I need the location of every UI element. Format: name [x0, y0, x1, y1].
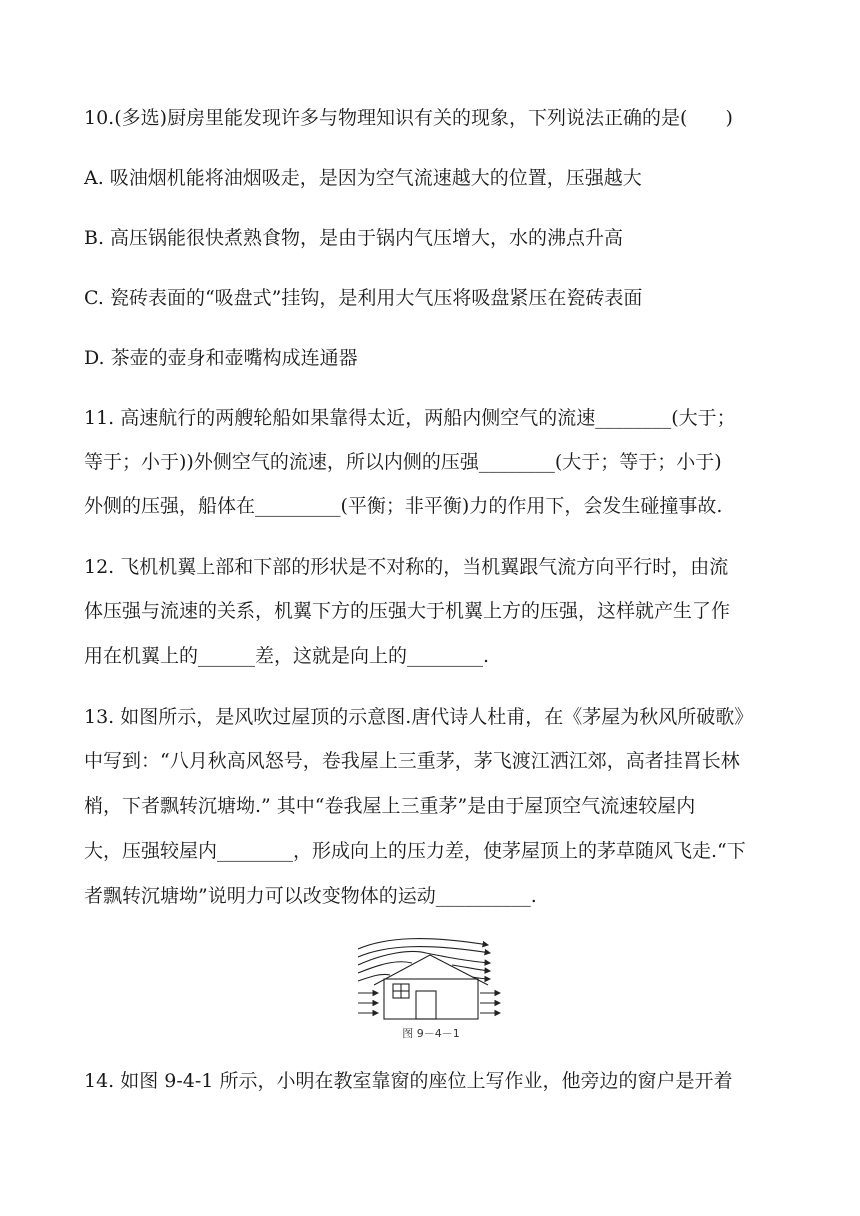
question-10-option-c: C. 瓷砖表面的“吸盘式”挂钩，是利用大气压将吸盘紧压在瓷砖表面 — [84, 287, 643, 309]
question-14-line-1: 14. 如图 9-4-1 所示，小明在教室靠窗的座位上写作业，他旁边的窗户是开着 — [84, 1070, 733, 1092]
house-wind-figure — [356, 935, 506, 1047]
question-10-stem: 10.(多选)厨房里能发现许多与物理知识有关的现象，下列说法正确的是( ) — [84, 107, 733, 129]
question-13-line-4: 大，压强较屋内________，形成向上的压力差，使茅屋顶上的茅草随风飞走.“下 — [84, 840, 746, 862]
question-12-line-2: 体压强与流速的关系，机翼下方的压强大于机翼上方的压强，这样就产生了作 — [84, 600, 731, 622]
question-13-line-5: 者飘转沉塘坳”说明力可以改变物体的运动__________. — [84, 885, 537, 907]
question-13-line-1: 13. 如图所示，是风吹过屋顶的示意图.唐代诗人杜甫，在《茅屋为秋风所破歌》 — [84, 706, 754, 728]
question-13-line-3: 梢，下者飘转沉塘坳.” 其中“卷我屋上三重茅”是由于屋顶空气流速较屋内 — [84, 795, 696, 817]
question-11-line-3: 外侧的压强，船体在_________(平衡；非平衡)力的作用下，会发生碰撞事故. — [84, 495, 723, 517]
house-wind-icon — [356, 935, 506, 1023]
question-12-line-1: 12. 飞机机翼上部和下部的形状是不对称的，当机翼跟气流方向平行时，由流 — [84, 556, 729, 578]
question-12-line-3: 用在机翼上的______差，这就是向上的________. — [84, 645, 490, 667]
question-13-line-2: 中写到：“八月秋高风怒号，卷我屋上三重茅，茅飞渡江洒江郊，高者挂罥长林 — [84, 750, 740, 772]
question-10-option-d: D. 茶壶的壶身和壶嘴构成连通器 — [84, 347, 358, 369]
figure-caption: 图 9－4－1 — [402, 1027, 460, 1040]
question-10-option-b: B. 高压锅能很快煮熟食物，是由于锅内气压增大，水的沸点升高 — [84, 227, 624, 249]
question-11-line-2: 等于；小于))外侧空气的流速，所以内侧的压强________(大于；等于；小于) — [84, 451, 722, 473]
question-10-option-a: A. 吸油烟机能将油烟吸走，是因为空气流速越大的位置，压强越大 — [84, 167, 642, 189]
question-11-line-1: 11. 高速航行的两艘轮船如果靠得太近，两船内侧空气的流速________(大于； — [84, 407, 736, 429]
